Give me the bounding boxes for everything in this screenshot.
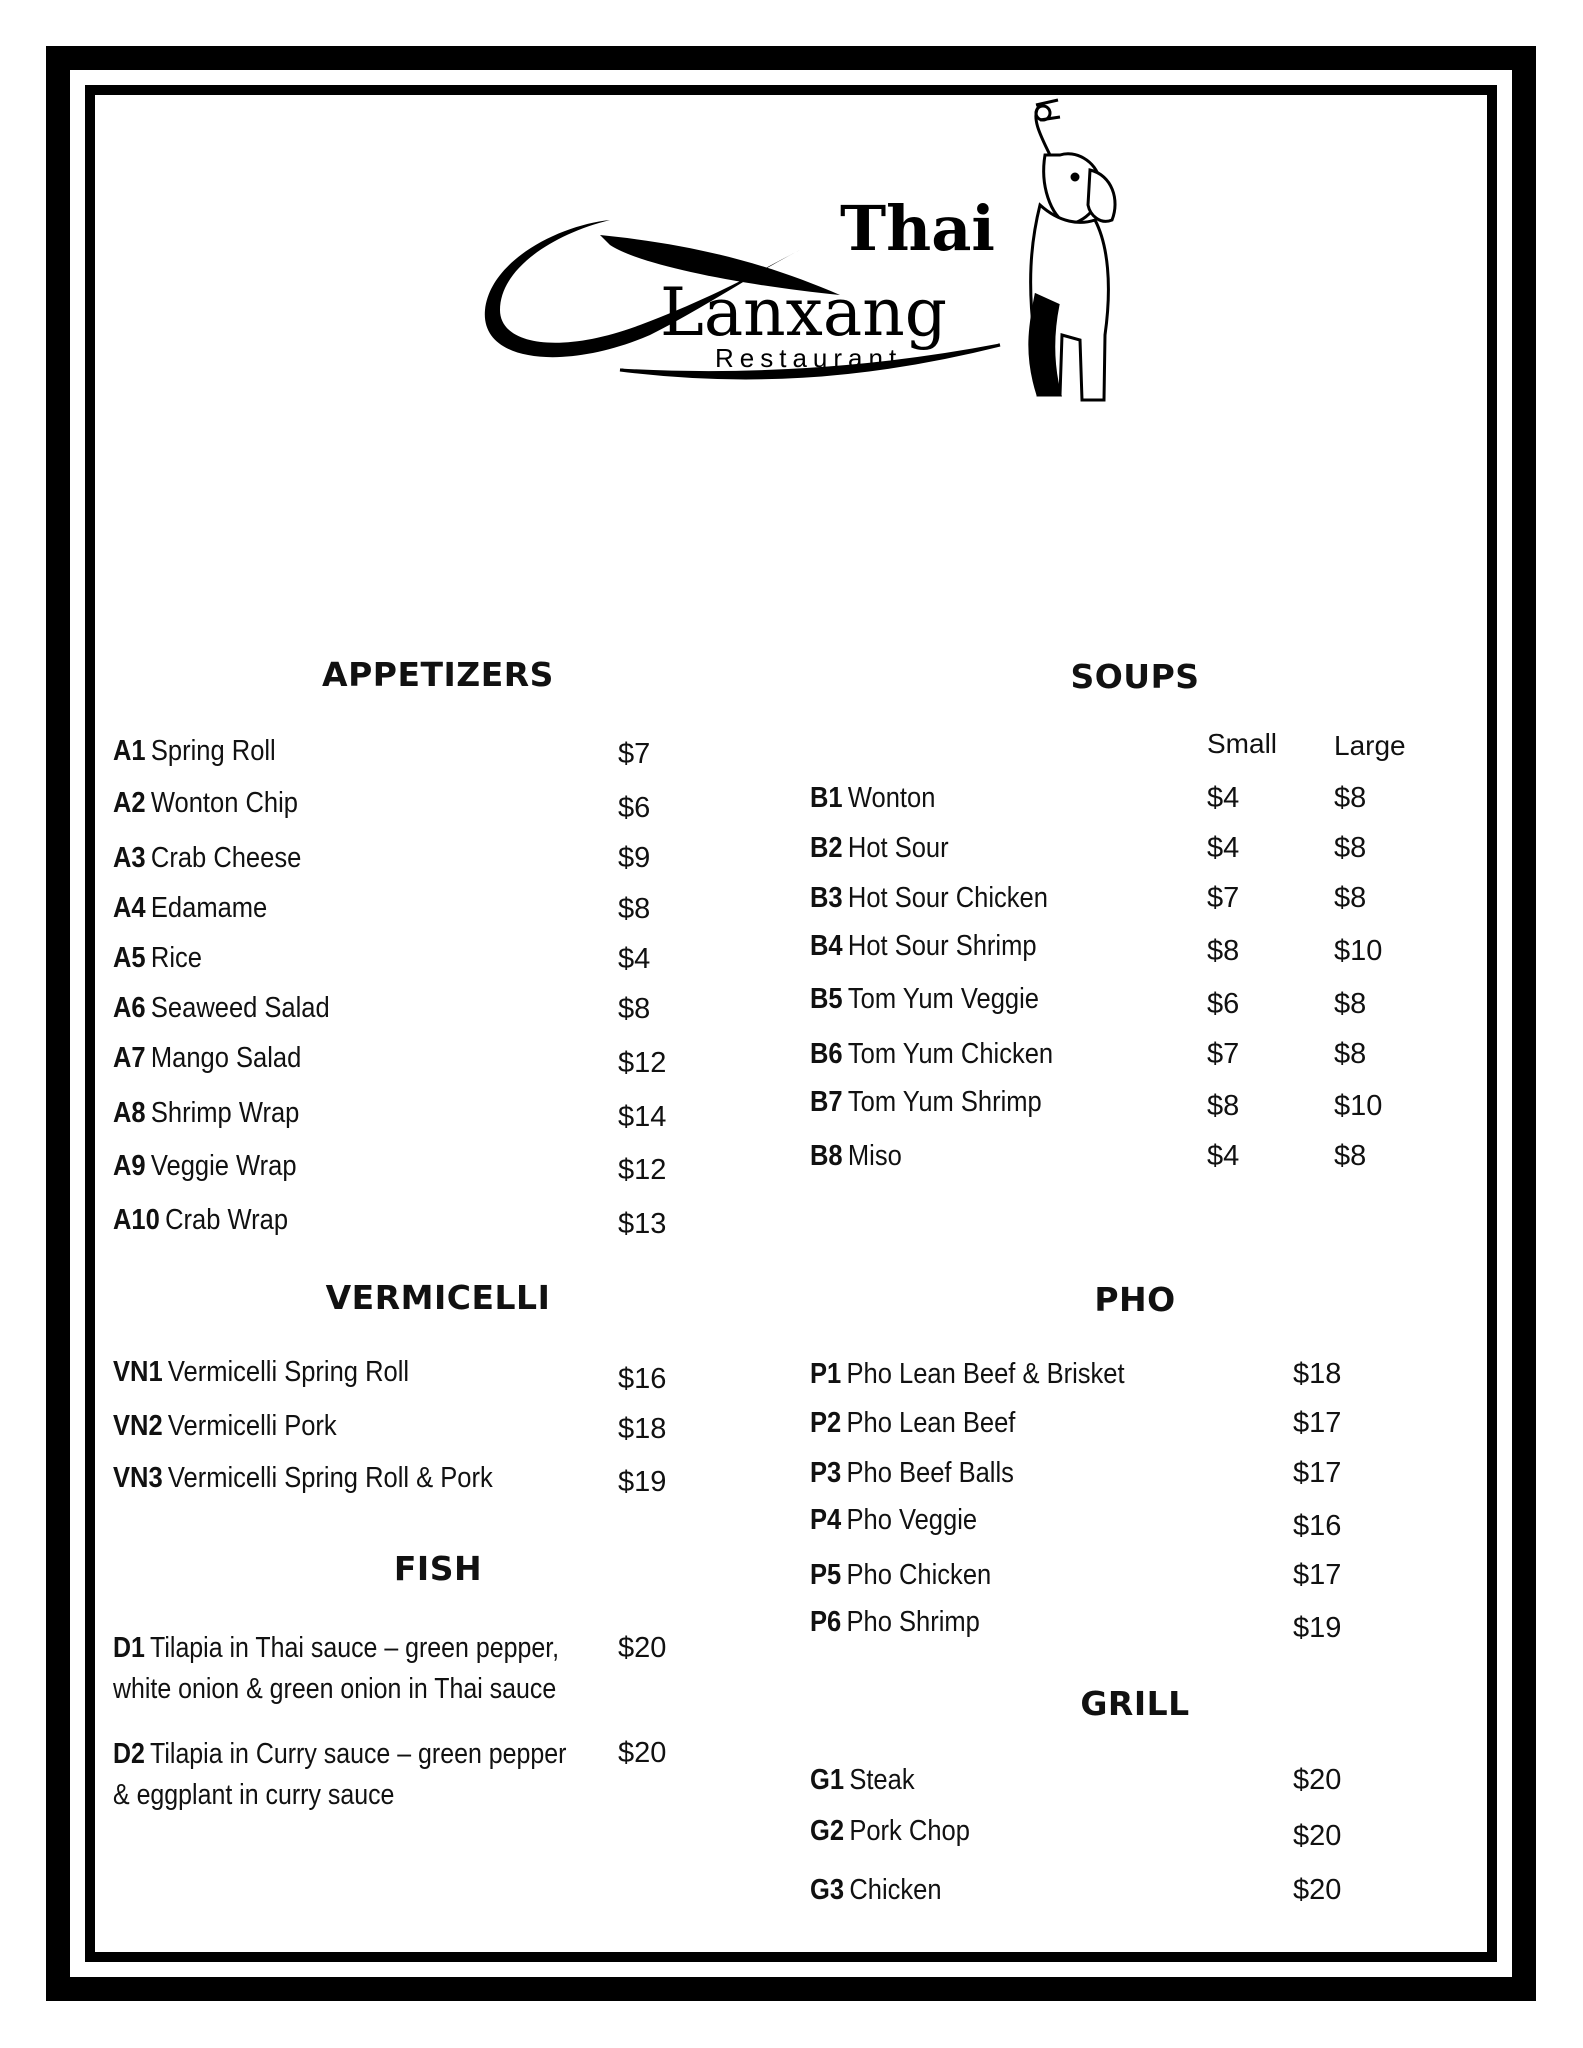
list-item bbox=[810, 1358, 1167, 1391]
item-name: Spring Roll bbox=[150, 735, 276, 767]
small-column-header: Small bbox=[1207, 728, 1278, 759]
item-price: $16 bbox=[618, 1363, 667, 1395]
logo-thai: Thai bbox=[840, 192, 995, 265]
item-description-line2: & eggplant in curry sauce bbox=[113, 1779, 395, 1811]
item-name: Crab Wrap bbox=[165, 1204, 289, 1236]
item-code: B1 bbox=[810, 782, 843, 814]
item-code: A9 bbox=[113, 1150, 146, 1182]
large-column-header: Large bbox=[1334, 730, 1406, 761]
list-item bbox=[810, 1457, 1042, 1490]
list-item bbox=[113, 1097, 325, 1130]
item-code: A3 bbox=[113, 842, 146, 874]
fish-title: FISH bbox=[393, 1549, 483, 1588]
item-price-large: $8 bbox=[1334, 832, 1367, 864]
item-name: Pork Chop bbox=[849, 1815, 970, 1847]
vermicelli-title: VERMICELLI bbox=[325, 1278, 551, 1317]
item-name: Pho Lean Beef bbox=[846, 1407, 1016, 1439]
item-name: Seaweed Salad bbox=[150, 992, 330, 1024]
item-code: P3 bbox=[810, 1457, 842, 1489]
item-description-line1: Tilapia in Thai sauce – green pepper, bbox=[150, 1632, 560, 1664]
list-item bbox=[810, 1874, 959, 1907]
item-name: Hot Sour Chicken bbox=[847, 882, 1048, 914]
list-item bbox=[113, 942, 214, 975]
item-name: Vermicelli Pork bbox=[167, 1410, 337, 1442]
item-price: $12 bbox=[618, 1154, 667, 1186]
item-price: $17 bbox=[1293, 1457, 1342, 1489]
list-item bbox=[113, 1410, 367, 1443]
item-code: G3 bbox=[810, 1874, 845, 1906]
item-code: A4 bbox=[113, 892, 146, 924]
item-code: A8 bbox=[113, 1097, 146, 1129]
item-name: Vermicelli Spring Roll bbox=[167, 1356, 410, 1388]
item-code: A5 bbox=[113, 942, 146, 974]
item-name: Mango Salad bbox=[150, 1042, 302, 1074]
list-item bbox=[113, 1150, 322, 1183]
item-description-line2: white onion & green onion in Thai sauce bbox=[113, 1673, 557, 1705]
item-price: $19 bbox=[1293, 1612, 1342, 1644]
item-price: $20 bbox=[618, 1632, 667, 1664]
item-name: Tom Yum Shrimp bbox=[847, 1086, 1042, 1118]
item-price: $7 bbox=[618, 738, 651, 770]
item-price: $19 bbox=[618, 1466, 667, 1498]
list-item bbox=[113, 1462, 545, 1495]
list-item bbox=[113, 992, 359, 1025]
list-item bbox=[810, 782, 953, 815]
item-name: Hot Sour Shrimp bbox=[847, 930, 1037, 962]
item-price: $13 bbox=[618, 1208, 667, 1240]
item-price-large: $8 bbox=[1334, 882, 1367, 914]
item-name: Tom Yum Veggie bbox=[847, 983, 1039, 1015]
grill-title: GRILL bbox=[1080, 1684, 1190, 1723]
item-price-small: $6 bbox=[1207, 988, 1240, 1020]
appetizers-title: APPETIZERS bbox=[322, 655, 554, 694]
list-item bbox=[810, 1407, 1043, 1440]
item-code: D2 bbox=[113, 1738, 145, 1770]
item-name: Vermicelli Spring Roll & Pork bbox=[167, 1462, 493, 1494]
item-price: $8 bbox=[618, 893, 651, 925]
item-code: VN2 bbox=[113, 1410, 163, 1442]
list-item bbox=[113, 1042, 327, 1075]
list-item bbox=[810, 983, 1070, 1016]
item-code: B6 bbox=[810, 1038, 843, 1070]
item-code: D1 bbox=[113, 1632, 145, 1664]
list-item bbox=[113, 892, 288, 925]
item-name: Chicken bbox=[849, 1874, 942, 1906]
item-code: B3 bbox=[810, 882, 843, 914]
item-price: $20 bbox=[1293, 1874, 1342, 1906]
item-code: A2 bbox=[113, 787, 146, 819]
elephant-icon bbox=[1030, 100, 1115, 400]
restaurant-logo bbox=[440, 95, 1140, 435]
list-item bbox=[810, 882, 1080, 915]
item-name: Pho Chicken bbox=[846, 1559, 992, 1591]
item-price-small: $4 bbox=[1207, 832, 1240, 864]
item-name: Hot Sour bbox=[847, 832, 949, 864]
item-price: $8 bbox=[618, 993, 651, 1025]
item-code: P1 bbox=[810, 1358, 842, 1390]
list-item bbox=[810, 832, 968, 865]
list-item bbox=[113, 842, 327, 875]
item-price-small: $4 bbox=[1207, 1140, 1240, 1172]
item-code: P2 bbox=[810, 1407, 842, 1439]
item-code: A1 bbox=[113, 735, 146, 767]
item-code: G2 bbox=[810, 1815, 845, 1847]
item-price-large: $8 bbox=[1334, 1038, 1367, 1070]
item-price-small: $7 bbox=[1207, 882, 1240, 914]
item-name: Rice bbox=[150, 942, 202, 974]
item-name: Steak bbox=[849, 1764, 915, 1796]
list-item bbox=[810, 1038, 1086, 1071]
list-item bbox=[113, 1356, 449, 1389]
list-item bbox=[810, 1140, 914, 1173]
list-item bbox=[113, 787, 323, 820]
logo-restaurant: Restaurant bbox=[715, 343, 903, 373]
item-name: Crab Cheese bbox=[150, 842, 302, 874]
item-code: A6 bbox=[113, 992, 146, 1024]
list-item bbox=[810, 1559, 1016, 1592]
item-price-small: $7 bbox=[1207, 1038, 1240, 1070]
item-price-small: $4 bbox=[1207, 782, 1240, 814]
item-name: Pho Lean Beef & Brisket bbox=[846, 1358, 1125, 1390]
item-description-line1: Tilapia in Curry sauce – green pepper bbox=[150, 1738, 567, 1770]
list-item bbox=[810, 1606, 1003, 1639]
item-code: B7 bbox=[810, 1086, 843, 1118]
item-price: $4 bbox=[618, 943, 651, 975]
item-code: B2 bbox=[810, 832, 843, 864]
item-price-large: $10 bbox=[1334, 935, 1383, 967]
list-item bbox=[113, 1734, 613, 1816]
item-code: A10 bbox=[113, 1204, 160, 1236]
item-name: Pho Shrimp bbox=[846, 1606, 980, 1638]
item-name: Wonton Chip bbox=[150, 787, 298, 819]
item-name: Edamame bbox=[150, 892, 268, 924]
item-price-large: $8 bbox=[1334, 988, 1367, 1020]
item-name: Wonton bbox=[847, 782, 936, 814]
item-code: P5 bbox=[810, 1559, 842, 1591]
item-code: A7 bbox=[113, 1042, 146, 1074]
item-price: $20 bbox=[1293, 1764, 1342, 1796]
list-item bbox=[810, 1764, 929, 1797]
list-item bbox=[113, 1628, 613, 1710]
item-code: P4 bbox=[810, 1504, 842, 1536]
pho-title: PHO bbox=[1094, 1280, 1176, 1319]
item-code: P6 bbox=[810, 1606, 842, 1638]
list-item bbox=[810, 1504, 1000, 1537]
item-price-large: $10 bbox=[1334, 1090, 1383, 1122]
item-price: $18 bbox=[1293, 1358, 1342, 1390]
item-price: $20 bbox=[618, 1737, 667, 1769]
item-name: Tom Yum Chicken bbox=[847, 1038, 1054, 1070]
soups-title: SOUPS bbox=[1070, 657, 1200, 696]
list-item bbox=[810, 930, 1067, 963]
list-item bbox=[810, 1086, 1073, 1119]
item-code: B8 bbox=[810, 1140, 843, 1172]
item-name: Shrimp Wrap bbox=[150, 1097, 300, 1129]
item-price-small: $8 bbox=[1207, 935, 1240, 967]
item-name: Veggie Wrap bbox=[150, 1150, 297, 1182]
item-price: $14 bbox=[618, 1101, 667, 1133]
item-name: Miso bbox=[847, 1140, 902, 1172]
item-price: $20 bbox=[1293, 1820, 1342, 1852]
item-name: Pho Beef Balls bbox=[846, 1457, 1014, 1489]
list-item bbox=[113, 735, 298, 768]
logo-lanxang: Lanxang bbox=[660, 274, 948, 351]
item-price-large: $8 bbox=[1334, 782, 1367, 814]
item-price-small: $8 bbox=[1207, 1090, 1240, 1122]
item-code: VN1 bbox=[113, 1356, 163, 1388]
item-price: $17 bbox=[1293, 1407, 1342, 1439]
item-name: Pho Veggie bbox=[846, 1504, 978, 1536]
item-code: B4 bbox=[810, 930, 843, 962]
item-code: G1 bbox=[810, 1764, 845, 1796]
list-item bbox=[113, 1204, 312, 1237]
item-price: $18 bbox=[618, 1413, 667, 1445]
list-item bbox=[810, 1815, 992, 1848]
item-code: VN3 bbox=[113, 1462, 163, 1494]
item-code: B5 bbox=[810, 983, 843, 1015]
item-price: $16 bbox=[1293, 1510, 1342, 1542]
item-price-large: $8 bbox=[1334, 1140, 1367, 1172]
item-price: $12 bbox=[618, 1047, 667, 1079]
item-price: $9 bbox=[618, 842, 651, 874]
item-price: $6 bbox=[618, 792, 651, 824]
item-price: $17 bbox=[1293, 1559, 1342, 1591]
